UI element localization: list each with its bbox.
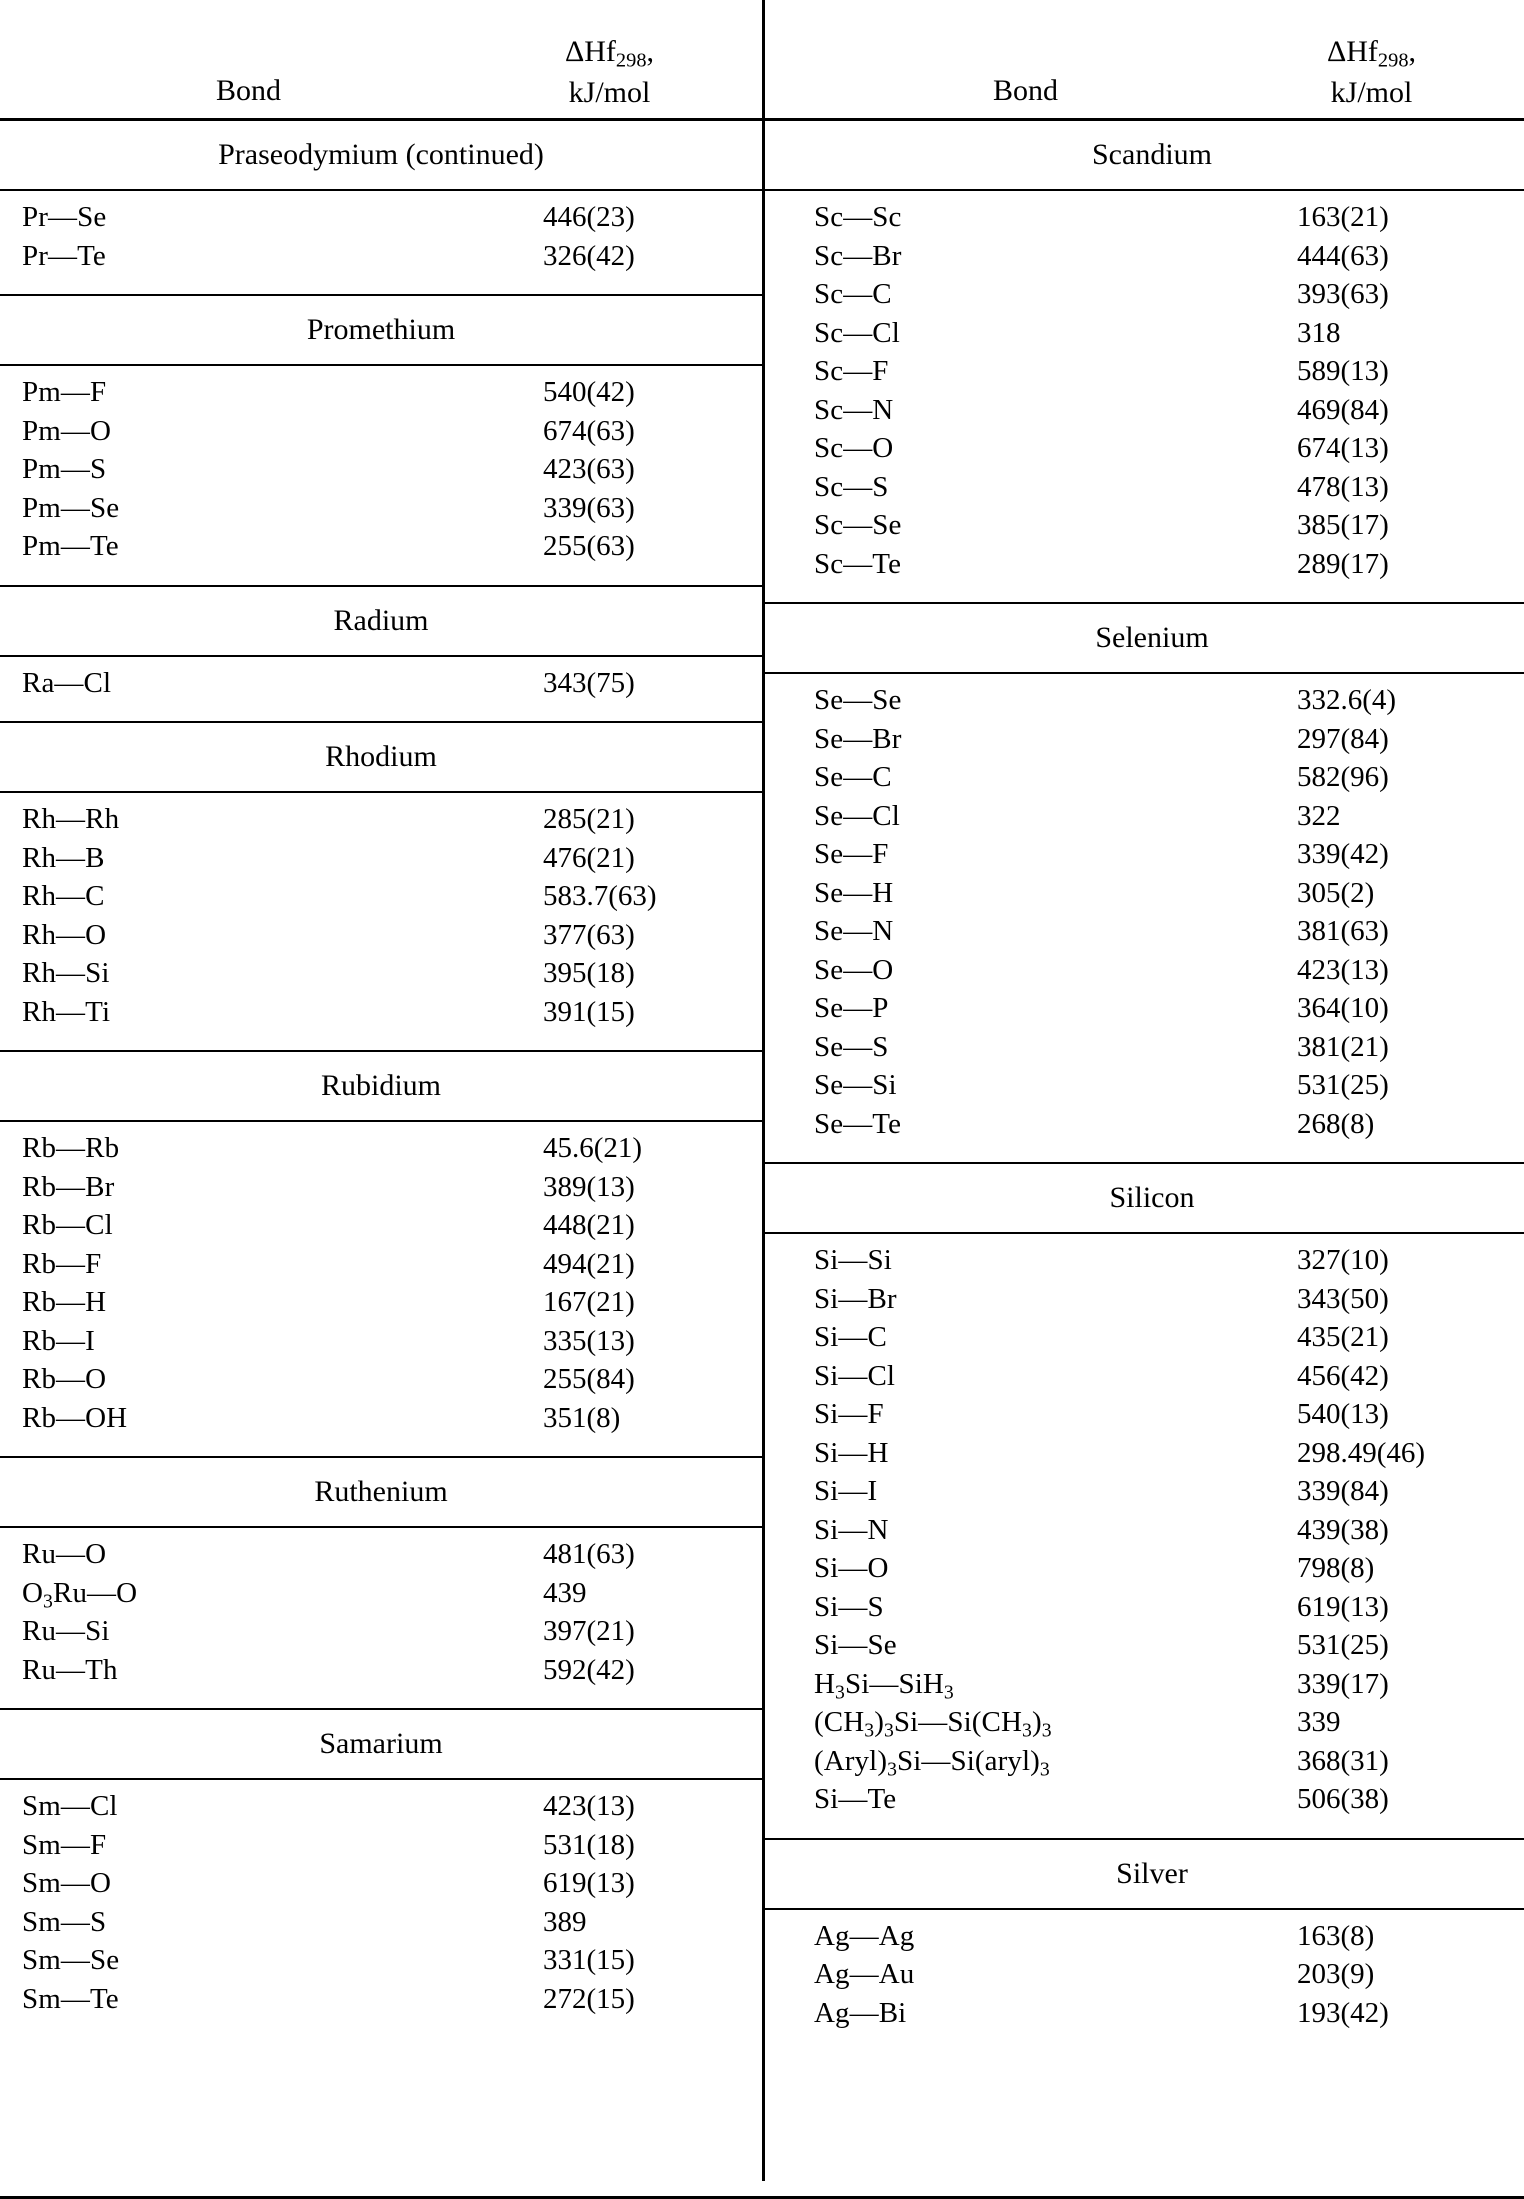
bond-formula: $(CH_3)_3Si—Si(CH_3)_3$ bbox=[814, 1706, 1052, 1742]
section-header-promethium: Promethium bbox=[306, 313, 456, 346]
bond-enthalpy-value: 381(21) bbox=[1297, 1030, 1389, 1063]
section-rows bbox=[0, 191, 762, 294]
bond-enthalpy-value: 674(63) bbox=[543, 414, 635, 447]
table-row bbox=[22, 491, 740, 533]
bond-formula: Pr—Se bbox=[22, 201, 107, 233]
bond-formula: Sc—Sc bbox=[814, 201, 902, 233]
section-header-praseodymium-continued: Praseodymium (continued) bbox=[218, 138, 544, 171]
bond-formula: Sm—Se bbox=[22, 1944, 120, 1976]
bond-enthalpy-value: 444(63) bbox=[1297, 239, 1389, 272]
table-row bbox=[22, 805, 740, 844]
bond-formula: Se—C bbox=[814, 761, 892, 793]
bond-enthalpy-value: 389(13) bbox=[543, 1170, 635, 1203]
table-row bbox=[814, 1282, 1502, 1324]
bond-formula: Rh—Ti bbox=[22, 995, 111, 1028]
bond-enthalpy-value: 343(50) bbox=[1297, 1282, 1389, 1315]
bond-enthalpy-value: 327(10) bbox=[1297, 1244, 1389, 1276]
bond-formula: Se—H bbox=[814, 876, 894, 909]
table-row bbox=[22, 1365, 740, 1404]
bond-enthalpy-value: 391(15) bbox=[543, 995, 635, 1028]
section-rows bbox=[0, 1122, 762, 1456]
right-spacer bbox=[762, 2051, 1524, 2196]
bond-enthalpy-value: 389 bbox=[543, 1905, 587, 1938]
bond-formula: Sm—S bbox=[22, 1905, 107, 1938]
bond-formula: Pm—Te bbox=[22, 530, 119, 562]
right-header-value-label bbox=[1267, 33, 1502, 112]
table-row bbox=[22, 1982, 740, 2024]
bond-formula: Rh—Rh bbox=[22, 803, 120, 835]
bond-formula: Pm—F bbox=[22, 376, 107, 408]
bond-formula: Se—Se bbox=[814, 684, 902, 716]
right-header-dhf-symbol: ΔHf bbox=[1326, 34, 1378, 68]
table-row bbox=[22, 841, 740, 883]
left-header-dhf-subscript: 298 bbox=[615, 49, 647, 72]
bond-enthalpy-value: 45.6(21) bbox=[543, 1132, 643, 1164]
bond-formula: Rb—H bbox=[22, 1286, 107, 1318]
left-header-units: kJ/mol bbox=[568, 75, 651, 109]
table-row bbox=[814, 1030, 1502, 1072]
bond-enthalpy-value: 203(9) bbox=[1297, 1958, 1375, 1990]
bond-enthalpy-value: 583.7(63) bbox=[543, 880, 657, 912]
bond-enthalpy-value: 255(63) bbox=[543, 530, 635, 562]
bond-enthalpy-value: 395(18) bbox=[543, 957, 635, 989]
table-row bbox=[22, 995, 740, 1037]
bond-enthalpy-value: 469(84) bbox=[1297, 393, 1389, 426]
bond-formula: Se—O bbox=[814, 953, 894, 986]
bond-enthalpy-value: 476(21) bbox=[543, 841, 635, 874]
bond-enthalpy-value: 619(13) bbox=[543, 1867, 635, 1899]
bond-enthalpy-value: 255(84) bbox=[543, 1363, 635, 1395]
bond-formula: Rh—Si bbox=[22, 957, 110, 989]
bond-enthalpy-value: 331(15) bbox=[543, 1944, 635, 1976]
table-row bbox=[22, 1946, 740, 1985]
bond-enthalpy-value: 582(96) bbox=[1297, 761, 1389, 793]
bond-formula: Sc—Te bbox=[814, 547, 902, 580]
bond-formula: Si—Se bbox=[814, 1629, 897, 1661]
section-header-rubidium: Rubidium bbox=[320, 1069, 441, 1102]
bond-formula: Pm—Se bbox=[22, 491, 120, 524]
bond-enthalpy-value: 589(13) bbox=[1297, 355, 1389, 387]
table-row bbox=[814, 763, 1502, 802]
bond-formula: Rb—I bbox=[22, 1324, 95, 1357]
bond-formula: $O_3Ru—O$ bbox=[22, 1576, 138, 1613]
bond-enthalpy-value: 318 bbox=[1297, 316, 1341, 349]
bond-enthalpy-value: 339(84) bbox=[1297, 1475, 1389, 1507]
table-row bbox=[814, 1400, 1502, 1439]
bond-enthalpy-value: 322 bbox=[1297, 799, 1341, 832]
bond-enthalpy-value: 335(13) bbox=[543, 1324, 635, 1357]
table-row bbox=[22, 1324, 740, 1366]
bond-enthalpy-value: 305(2) bbox=[1297, 876, 1375, 909]
table-row bbox=[22, 1288, 740, 1327]
left-spacer bbox=[0, 2037, 762, 2196]
table-row bbox=[814, 1996, 1502, 2038]
bond-enthalpy-value: 423(13) bbox=[1297, 953, 1389, 986]
bond-enthalpy-value: 167(21) bbox=[543, 1286, 635, 1318]
bond-enthalpy-value: 339(42) bbox=[1297, 838, 1389, 870]
table-row bbox=[22, 882, 740, 921]
table-row bbox=[814, 1477, 1502, 1516]
table-row bbox=[814, 1359, 1502, 1401]
section-rows bbox=[762, 1910, 1524, 2052]
bond-enthalpy-value: 435(21) bbox=[1297, 1321, 1389, 1353]
bond-enthalpy-value: 531(25) bbox=[1297, 1069, 1389, 1101]
bond-formula: $H_3Si—SiH_3$ bbox=[814, 1667, 954, 1704]
right-panel-inner bbox=[762, 0, 1524, 2199]
bond-enthalpy-value: 439(38) bbox=[1297, 1513, 1389, 1546]
bond-formula: Pr—Te bbox=[22, 239, 106, 272]
table-row bbox=[814, 1631, 1502, 1670]
bond-enthalpy-value: 481(63) bbox=[543, 1538, 635, 1570]
table-row bbox=[814, 1590, 1502, 1632]
bond-enthalpy-value: 377(63) bbox=[543, 918, 635, 951]
bond-enthalpy-value: 423(63) bbox=[543, 453, 635, 485]
bond-formula: Sc—Se bbox=[814, 509, 902, 541]
bond-formula: Ra—Cl bbox=[22, 666, 112, 699]
bond-formula: Si—Cl bbox=[814, 1359, 896, 1392]
bond-formula: Rb—F bbox=[22, 1247, 102, 1280]
table-row bbox=[814, 1744, 1502, 1786]
bond-enthalpy-value: 456(42) bbox=[1297, 1359, 1389, 1392]
right-table-body bbox=[762, 121, 1524, 2051]
bond-formula: Si—I bbox=[814, 1475, 878, 1507]
right-column-header bbox=[762, 0, 1524, 118]
bond-formula: Sm—F bbox=[22, 1828, 107, 1861]
table-row bbox=[814, 1708, 1502, 1747]
section-rows bbox=[762, 674, 1524, 1162]
table-row bbox=[22, 1576, 740, 1618]
table-row bbox=[814, 239, 1502, 281]
table-row bbox=[814, 840, 1502, 879]
bond-formula: Rh—C bbox=[22, 880, 105, 912]
bond-formula: Rb—O bbox=[22, 1363, 107, 1395]
bond-enthalpy-value: 364(10) bbox=[1297, 992, 1389, 1024]
bond-formula: Si—C bbox=[814, 1321, 887, 1353]
bond-enthalpy-value: 339(17) bbox=[1297, 1667, 1389, 1700]
bond-formula: Se—N bbox=[814, 915, 894, 947]
table-row bbox=[814, 547, 1502, 589]
left-header-value-label bbox=[505, 33, 740, 112]
bond-enthalpy-value: 540(13) bbox=[1297, 1398, 1389, 1430]
table-row bbox=[814, 316, 1502, 358]
bond-enthalpy-value: 506(38) bbox=[1297, 1783, 1389, 1815]
section-header-radium: Radium bbox=[333, 603, 429, 637]
table-row bbox=[22, 918, 740, 960]
table-row bbox=[22, 1211, 740, 1250]
section-rows bbox=[0, 793, 762, 1050]
table-row bbox=[22, 239, 740, 281]
table-row bbox=[814, 1960, 1502, 1999]
table-row bbox=[22, 1653, 740, 1695]
table-row bbox=[814, 799, 1502, 841]
table-row bbox=[814, 470, 1502, 512]
bond-formula: Se—Cl bbox=[814, 799, 900, 832]
table-row bbox=[814, 876, 1502, 918]
table-row bbox=[814, 1919, 1502, 1961]
bond-enthalpy-value: 351(8) bbox=[543, 1401, 621, 1434]
table-row bbox=[22, 1828, 740, 1870]
bond-enthalpy-value: 163(8) bbox=[1297, 1919, 1375, 1952]
bond-enthalpy-value: 478(13) bbox=[1297, 470, 1389, 503]
bond-enthalpy-value: 592(42) bbox=[543, 1653, 635, 1686]
left-header-bond-label: Bond bbox=[215, 74, 281, 107]
right-table-panel bbox=[762, 0, 1524, 2199]
table-row bbox=[22, 203, 740, 242]
table-row bbox=[814, 1436, 1502, 1478]
bond-enthalpy-value: 423(13) bbox=[543, 1790, 635, 1822]
table-row bbox=[814, 1667, 1502, 1709]
bond-formula: Sm—Cl bbox=[22, 1790, 118, 1822]
table-row bbox=[22, 414, 740, 456]
right-header-dhf-subscript: 298 bbox=[1377, 49, 1409, 72]
table-row bbox=[814, 1071, 1502, 1110]
bond-formula: Si—O bbox=[814, 1552, 889, 1584]
bond-formula: Rh—B bbox=[22, 841, 105, 874]
bond-enthalpy-value: 448(21) bbox=[543, 1209, 635, 1241]
table-row bbox=[814, 953, 1502, 995]
table-row bbox=[814, 917, 1502, 956]
table-row bbox=[814, 393, 1502, 435]
bond-enthalpy-value: 326(42) bbox=[543, 239, 635, 272]
table-row bbox=[814, 1513, 1502, 1555]
table-row bbox=[22, 1170, 740, 1212]
bond-formula: Sm—O bbox=[22, 1867, 112, 1899]
right-header-units: kJ/mol bbox=[1330, 75, 1413, 109]
table-row bbox=[22, 666, 740, 708]
table-row bbox=[814, 357, 1502, 396]
bond-enthalpy-value: 798(8) bbox=[1297, 1552, 1375, 1584]
section-rows bbox=[0, 1528, 762, 1708]
table-row bbox=[814, 994, 1502, 1033]
bond-formula: Se—F bbox=[814, 838, 889, 870]
section-header-silver: Silver bbox=[1116, 1856, 1188, 1890]
bond-enthalpy-value: 494(21) bbox=[543, 1247, 635, 1280]
bond-enthalpy-value: 272(15) bbox=[543, 1982, 635, 2015]
bond-formula: Si—F bbox=[814, 1398, 884, 1430]
table-row bbox=[22, 1617, 740, 1656]
table-row bbox=[22, 378, 740, 417]
bond-enthalpy-value: 289(17) bbox=[1297, 547, 1389, 580]
bond-enthalpy-value: 332.6(4) bbox=[1297, 684, 1397, 716]
section-header-silicon: Silicon bbox=[1109, 1181, 1195, 1214]
table-row bbox=[814, 722, 1502, 764]
bond-formula: Se—Te bbox=[814, 1107, 902, 1140]
bond-formula: Rb—OH bbox=[22, 1401, 128, 1434]
bond-formula: Sc—N bbox=[814, 393, 894, 426]
section-header-scandium: Scandium bbox=[1092, 138, 1212, 171]
bond-formula: Ru—Th bbox=[22, 1653, 118, 1686]
section-rows bbox=[762, 1234, 1524, 1838]
table-row bbox=[22, 1869, 740, 1908]
table-row bbox=[22, 532, 740, 571]
bond-enthalpy-value: 674(13) bbox=[1297, 432, 1389, 464]
bond-formula: Sc—S bbox=[814, 470, 889, 503]
left-table-body bbox=[0, 121, 762, 2037]
bond-formula: Si—H bbox=[814, 1436, 889, 1469]
table-row bbox=[22, 455, 740, 494]
table-row bbox=[22, 959, 740, 998]
bond-enthalpy-value: 368(31) bbox=[1297, 1744, 1389, 1777]
bond-enthalpy-value: 285(21) bbox=[543, 803, 635, 835]
bond-formula: Sc—Br bbox=[814, 239, 902, 272]
bond-enthalpy-value: 397(21) bbox=[543, 1615, 635, 1647]
bond-formula: Sc—C bbox=[814, 278, 892, 310]
bond-formula: Si—Si bbox=[814, 1244, 892, 1276]
section-header-samarium: Samarium bbox=[319, 1727, 443, 1760]
bond-formula: Si—N bbox=[814, 1513, 889, 1546]
table-row bbox=[22, 1792, 740, 1831]
table-row bbox=[22, 1134, 740, 1173]
bond-formula: Sc—Cl bbox=[814, 316, 900, 349]
bond-formula: Rb—Br bbox=[22, 1170, 115, 1203]
section-rows bbox=[0, 657, 762, 722]
bond-enthalpy-value: 163(21) bbox=[1297, 201, 1389, 233]
bond-enthalpy-value: 297(84) bbox=[1297, 722, 1389, 755]
bond-formula: Ru—Si bbox=[22, 1615, 110, 1647]
bond-formula: Rh—O bbox=[22, 918, 107, 951]
bond-enthalpy-value: 540(42) bbox=[543, 376, 635, 408]
bond-formula: Ag—Au bbox=[814, 1958, 915, 1990]
bond-formula: $(Aryl)_3Si—Si(aryl)_3$ bbox=[814, 1744, 1050, 1781]
bond-formula: Sm—Te bbox=[22, 1982, 119, 2015]
bond-formula: Ag—Bi bbox=[814, 1996, 907, 2029]
bond-formula: Se—Br bbox=[814, 722, 902, 755]
table-row bbox=[814, 1107, 1502, 1149]
section-rows bbox=[762, 191, 1524, 602]
bond-enthalpy-value: 268(8) bbox=[1297, 1107, 1375, 1140]
section-rows bbox=[0, 366, 762, 585]
bond-formula: Si—Br bbox=[814, 1282, 897, 1315]
table-row bbox=[814, 203, 1502, 242]
bond-enthalpy-value: 343(75) bbox=[543, 666, 635, 699]
table-row bbox=[814, 280, 1502, 319]
section-header-ruthenium: Ruthenium bbox=[314, 1475, 448, 1508]
bond-enthalpy-value: 193(42) bbox=[1297, 1996, 1389, 2029]
bond-enthalpy-value: 298.49(46) bbox=[1297, 1436, 1426, 1469]
bond-formula: Pm—S bbox=[22, 453, 107, 485]
bond-formula: Si—Te bbox=[814, 1783, 897, 1815]
table-row bbox=[814, 1323, 1502, 1362]
table-row bbox=[814, 434, 1502, 473]
bond-enthalpy-value: 619(13) bbox=[1297, 1590, 1389, 1623]
table-row bbox=[814, 1554, 1502, 1593]
bond-formula: Se—P bbox=[814, 992, 889, 1024]
bond-formula: Rb—Cl bbox=[22, 1209, 113, 1241]
section-header-rhodium: Rhodium bbox=[325, 740, 437, 773]
bond-formula: Sc—O bbox=[814, 432, 894, 464]
left-header-comma: , bbox=[646, 34, 655, 68]
bond-formula: Se—Si bbox=[814, 1069, 897, 1101]
bond-formula: Rb—Rb bbox=[22, 1132, 120, 1164]
left-column-header bbox=[0, 0, 762, 118]
table-row bbox=[22, 1247, 740, 1289]
table-row bbox=[22, 1905, 740, 1947]
left-header-dhf-symbol: ΔHf bbox=[564, 34, 616, 68]
bond-enthalpy-value: 531(25) bbox=[1297, 1629, 1389, 1661]
bond-enthalpy-value: 385(17) bbox=[1297, 509, 1389, 541]
table-row bbox=[22, 1540, 740, 1579]
table-row bbox=[22, 1401, 740, 1443]
table-row bbox=[814, 686, 1502, 725]
right-header-comma: , bbox=[1408, 34, 1417, 68]
right-header-bond-label: Bond bbox=[992, 74, 1058, 107]
bond-formula: Sc—F bbox=[814, 355, 889, 387]
bond-formula: Si—S bbox=[814, 1590, 884, 1623]
table-row bbox=[814, 511, 1502, 550]
bond-formula: Pm—O bbox=[22, 414, 112, 447]
table-row bbox=[814, 1785, 1502, 1824]
bond-formula: Ag—Ag bbox=[814, 1919, 915, 1952]
bond-enthalpy-value: 531(18) bbox=[543, 1828, 635, 1861]
bond-enthalpy-value: 439 bbox=[543, 1576, 587, 1609]
bond-enthalpy-value: 381(63) bbox=[1297, 915, 1389, 947]
section-rows bbox=[0, 1780, 762, 2037]
bond-formula: Ru—O bbox=[22, 1538, 107, 1570]
section-header-selenium: Selenium bbox=[1095, 621, 1209, 654]
bond-formula: Se—S bbox=[814, 1030, 889, 1063]
bond-enthalpy-value: 446(23) bbox=[543, 201, 635, 233]
bond-enthalpy-value: 393(63) bbox=[1297, 278, 1389, 310]
table-row bbox=[814, 1246, 1502, 1285]
bond-enthalpy-value: 339(63) bbox=[543, 491, 635, 524]
bond-enthalpy-value: 339 bbox=[1297, 1706, 1341, 1738]
